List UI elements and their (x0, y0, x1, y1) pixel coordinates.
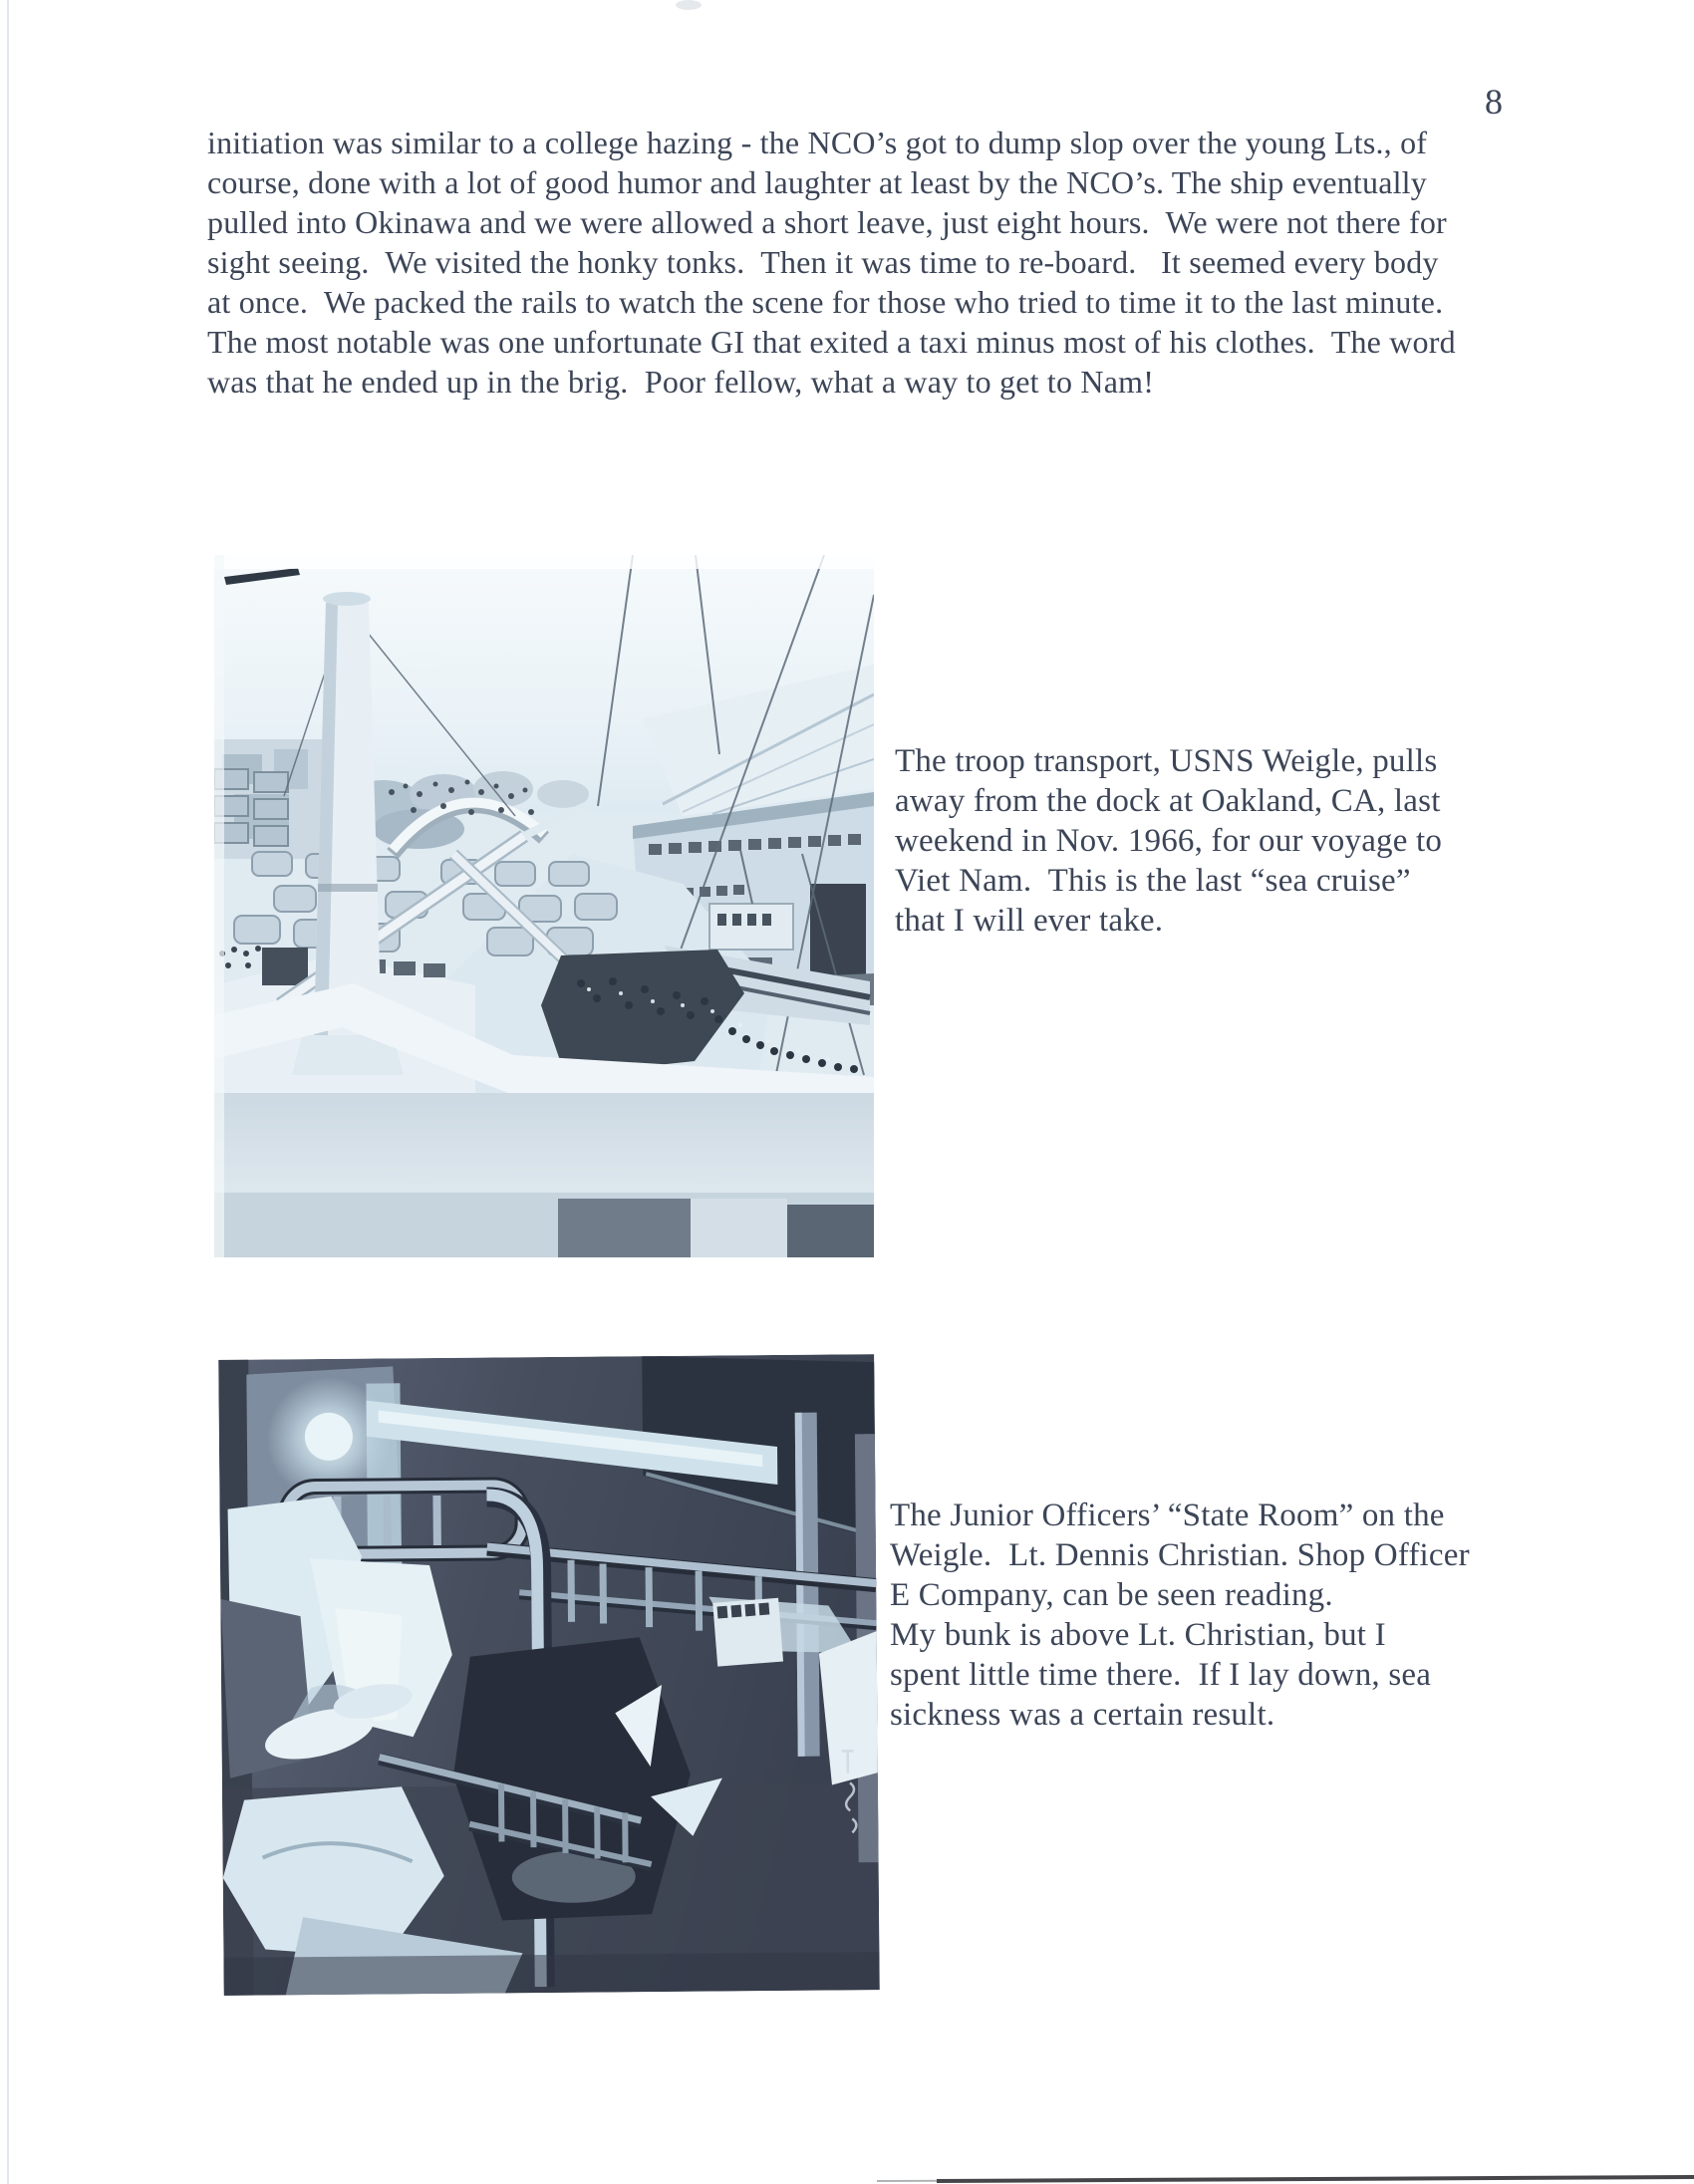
caption-line: My bunk is above Lt. Christian, but I (890, 1617, 1386, 1653)
caption-line: E Company, can be seen reading. (890, 1577, 1333, 1613)
body-paragraph (207, 123, 1503, 402)
stateroom-bunks-photo (218, 1354, 880, 1996)
caption-line: The troop transport, USNS Weigle, pulls (895, 743, 1438, 779)
scan-smudge (676, 0, 702, 10)
caption-line: Weigle. Lt. Dennis Christian. Shop Officer (890, 1537, 1470, 1573)
stateroom-illustration (218, 1354, 880, 1996)
harbor-photo-caption (895, 741, 1442, 941)
caption-line: The Junior Officers’ “State Room” on the (890, 1498, 1445, 1533)
scan-edge-line (7, 0, 9, 2184)
body-line: initiation was similar to a college hazing - the NCO’s got to dump slop over the young Lts., of (207, 125, 1428, 160)
caption-line: spent little time there. If I lay down, sea (890, 1657, 1432, 1693)
body-line: course, done with a lot of good humor and laughter at least by the NCO’s. The ship eventually (207, 164, 1427, 200)
caption-line: away from the dock at Oakland, CA, last (895, 783, 1441, 819)
stateroom-photo-caption (890, 1496, 1470, 1735)
caption-line: sickness was a certain result. (890, 1697, 1275, 1733)
caption-line: weekend in Nov. 1966, for our voyage to (895, 823, 1443, 859)
caption-line: Viet Nam. This is the last “sea cruise” (895, 863, 1411, 899)
scan-bottom-line (0, 2170, 1694, 2184)
caption-line: that I will ever take. (895, 903, 1164, 939)
body-line: was that he ended up in the brig. Poor fellow, what a way to get to Nam! (207, 364, 1155, 400)
body-line: sight seeing. We visited the honky tonks. Then it was time to re-board. It seemed every body (207, 244, 1439, 280)
harbor-departure-illustration (214, 555, 874, 1257)
harbor-departure-photo (214, 555, 874, 1257)
body-line: The most notable was one unfortunate GI that exited a taxi minus most of his clothes. The word (207, 324, 1456, 360)
body-line: at once. We packed the rails to watch the scene for those who tried to time it to the last minute. (207, 284, 1444, 320)
page-number: 8 (1485, 82, 1503, 122)
body-line: pulled into Okinawa and we were allowed a short leave, just eight hours. We were not there for (207, 204, 1447, 240)
